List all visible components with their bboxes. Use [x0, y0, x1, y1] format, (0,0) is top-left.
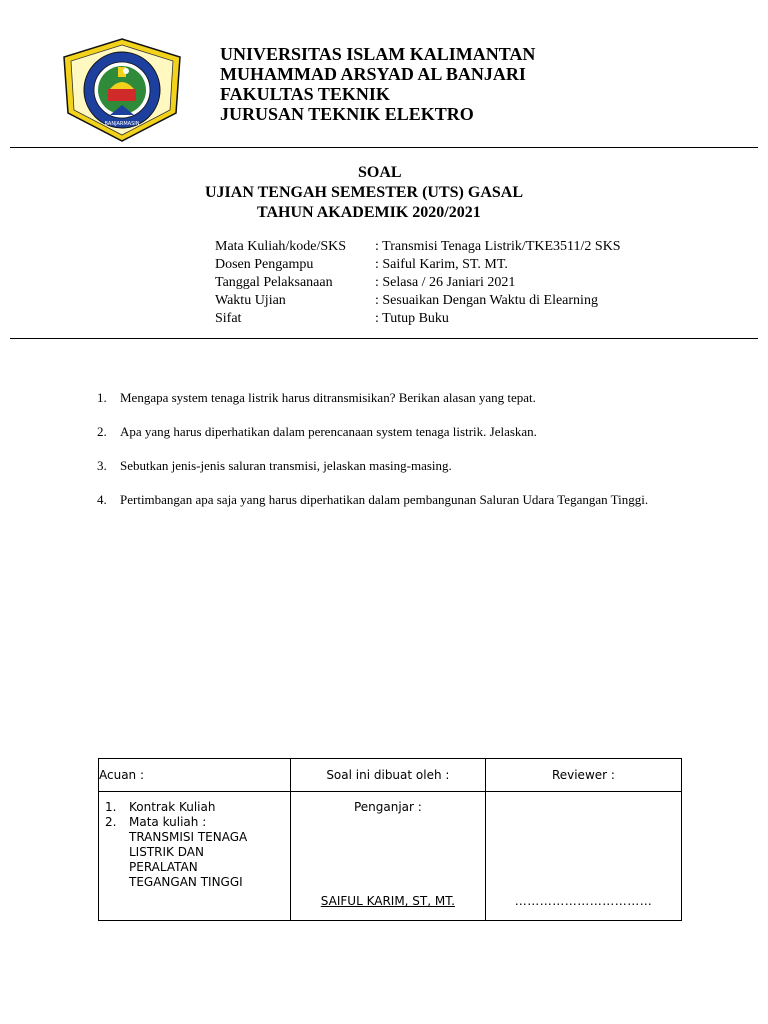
acuan-text: Kontrak Kuliah — [129, 800, 216, 814]
info-row — [215, 274, 621, 292]
info-row — [215, 310, 621, 328]
reviewer-header: Reviewer : — [485, 759, 681, 792]
reviewer-signature-line: …………………………… — [514, 894, 653, 908]
title-line: TAHUN AKADEMIK 2020/2021 — [257, 204, 481, 221]
info-value: : Tutup Buku — [375, 311, 449, 326]
question-item — [97, 490, 675, 517]
header-line: FAKULTAS TEKNIK — [220, 84, 390, 104]
question-text: Mengapa system tenaga listrik harus ditransmisikan? Berikan alasan yang tepat. — [120, 390, 536, 405]
header-line: JURUSAN TEKNIK ELEKTRO — [220, 104, 474, 124]
info-row — [215, 292, 621, 310]
question-text: Pertimbangan apa saja yang harus diperhatikan dalam pembangunan Saluran Udara Tegangan Tinggi. — [120, 492, 649, 507]
info-row — [215, 256, 621, 274]
info-key: Tanggal Pelaksanaan — [215, 275, 333, 290]
course-name: TRANSMISI TENAGA LISTRIK DAN PERALATAN TEGANGAN TINGGI — [129, 830, 248, 889]
signature-table — [98, 758, 682, 921]
question-number: 1. — [97, 390, 107, 405]
university-logo — [60, 37, 184, 143]
divider-mid — [10, 338, 758, 339]
question-number: 2. — [97, 424, 107, 439]
acuan-item — [105, 815, 284, 830]
question-text: Apa yang harus diperhatikan dalam perencanaan system tenaga listrik. Jelaskan. — [120, 424, 537, 439]
acuan-item — [105, 800, 284, 815]
maker-cell — [290, 792, 485, 921]
acuan-cell — [99, 792, 291, 921]
info-key: Mata Kuliah/kode/SKS — [215, 239, 347, 254]
acuan-header: Acuan : — [99, 759, 291, 792]
title-line: SOAL — [358, 164, 402, 181]
info-row — [215, 238, 621, 256]
title-line: UJIAN TENGAH SEMESTER (UTS) GASAL — [205, 184, 523, 201]
question-item — [97, 456, 675, 475]
header-line: MUHAMMAD ARSYAD AL BANJARI — [220, 64, 526, 84]
acuan-number: 1. — [105, 800, 117, 814]
question-list — [97, 388, 675, 532]
info-value: : Sesuaikan Dengan Waktu di Elearning — [375, 293, 598, 308]
question-item — [97, 388, 675, 407]
acuan-number: 2. — [105, 815, 117, 829]
exam-info — [215, 238, 621, 328]
institution-header — [220, 44, 535, 124]
info-value: : Transmisi Tenaga Listrik/TKE3511/2 SKS — [375, 239, 621, 254]
info-key: Waktu Ujian — [215, 293, 286, 308]
maker-header: Soal ini dibuat oleh : — [290, 759, 485, 792]
reviewer-cell — [485, 792, 681, 921]
question-item — [97, 422, 675, 441]
maker-name: SAIFUL KARIM, ST, MT. — [320, 894, 455, 908]
divider-top — [10, 147, 758, 148]
logo-bottom-text: BANJARMASIN — [104, 121, 140, 127]
info-value: : Selasa / 26 Janiari 2021 — [375, 275, 516, 290]
question-number: 3. — [97, 458, 107, 473]
info-key: Dosen Pengampu — [215, 257, 314, 272]
question-text: Sebutkan jenis-jenis saluran transmisi, jelaskan masing-masing. — [120, 458, 452, 473]
header-line: UNIVERSITAS ISLAM KALIMANTAN — [220, 44, 536, 64]
question-number: 4. — [97, 492, 107, 507]
acuan-text: Mata kuliah : — [129, 815, 207, 829]
info-value: : Saiful Karim, ST. MT. — [375, 257, 508, 272]
info-key: Sifat — [215, 311, 242, 326]
maker-label: Penganjar : — [353, 800, 422, 814]
